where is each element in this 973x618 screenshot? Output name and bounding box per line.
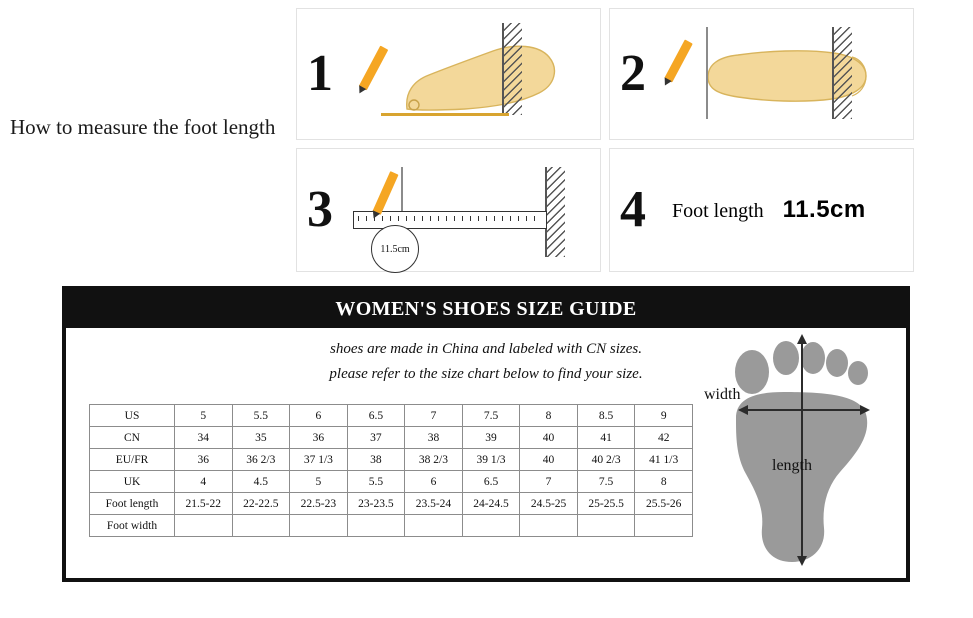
table-cell: [232, 515, 290, 537]
table-cell: 22.5-23: [290, 493, 348, 515]
table-cell: 39 1/3: [462, 449, 520, 471]
table-cell: 21.5-22: [175, 493, 233, 515]
step-panel-2: [609, 8, 914, 140]
size-guide-note-2: please refer to the size chart below to find your size.: [329, 366, 643, 382]
table-cell: 35: [232, 427, 290, 449]
step-number: 4: [620, 181, 646, 238]
foot-length-result-label: Foot length: [672, 200, 764, 222]
table-cell: 38: [347, 449, 405, 471]
table-row-header: CN: [90, 427, 175, 449]
wall-hatching: [547, 167, 565, 257]
table-cell: [520, 515, 578, 537]
pencil-icon: [359, 46, 389, 91]
wall-hatching: [504, 23, 522, 115]
table-cell: [290, 515, 348, 537]
table-row: [90, 515, 693, 537]
footprint-icon: [698, 332, 898, 572]
step-number: 1: [307, 45, 333, 102]
footprint-width-label: width: [704, 386, 741, 403]
table-cell: 23-23.5: [347, 493, 405, 515]
table-cell: 4: [175, 471, 233, 493]
foot-length-result: [672, 196, 866, 224]
table-cell: 41: [577, 427, 635, 449]
table-cell: [635, 515, 693, 537]
step-panel-4: [609, 148, 914, 272]
table-cell: 34: [175, 427, 233, 449]
table-cell: 5: [290, 471, 348, 493]
ruler-icon: [353, 211, 547, 229]
table-cell: 5.5: [232, 405, 290, 427]
table-cell: 5: [175, 405, 233, 427]
footprint-diagram: [698, 332, 898, 572]
table-cell: 38: [405, 427, 463, 449]
table-cell: 8.5: [577, 405, 635, 427]
foot-side-view-icon: [387, 31, 567, 121]
table-cell: 7.5: [577, 471, 635, 493]
table-cell: 37 1/3: [290, 449, 348, 471]
size-guide-header: WOMEN'S SHOES SIZE GUIDE: [66, 290, 906, 328]
table-row: [90, 471, 693, 493]
table-cell: 41 1/3: [635, 449, 693, 471]
step-panel-3: [296, 148, 601, 272]
table-cell: 7: [405, 405, 463, 427]
table-cell: 23.5-24: [405, 493, 463, 515]
table-row-header: Foot width: [90, 515, 175, 537]
measurement-bubble: 11.5cm: [371, 225, 419, 273]
table-cell: 8: [635, 471, 693, 493]
table-cell: [347, 515, 405, 537]
table-cell: 6.5: [347, 405, 405, 427]
table-cell: [462, 515, 520, 537]
table-cell: 39: [462, 427, 520, 449]
table-cell: 9: [635, 405, 693, 427]
table-cell: 7: [520, 471, 578, 493]
table-cell: 5.5: [347, 471, 405, 493]
table-cell: 8: [520, 405, 578, 427]
size-chart-table: [89, 404, 693, 537]
table-cell: 37: [347, 427, 405, 449]
table-row: [90, 493, 693, 515]
table-row-header: UK: [90, 471, 175, 493]
footprint-length-label: length: [772, 457, 812, 474]
floor-line: [381, 113, 509, 116]
table-cell: 40: [520, 449, 578, 471]
table-row-header: US: [90, 405, 175, 427]
table-cell: 38 2/3: [405, 449, 463, 471]
table-cell: 6: [290, 405, 348, 427]
step-number: 2: [620, 45, 646, 102]
table-cell: 6.5: [462, 471, 520, 493]
pencil-icon: [372, 171, 398, 215]
table-cell: 25.5-26: [635, 493, 693, 515]
table-cell: 40: [520, 427, 578, 449]
table-row-header: Foot length: [90, 493, 175, 515]
table-cell: [405, 515, 463, 537]
step-number: 3: [307, 181, 333, 238]
table-cell: 25-25.5: [577, 493, 635, 515]
table-cell: 24.5-25: [520, 493, 578, 515]
table-cell: 40 2/3: [577, 449, 635, 471]
table-row: [90, 405, 693, 427]
foot-length-result-value: 11.5cm: [782, 196, 866, 223]
table-row: [90, 449, 693, 471]
size-guide-note-1: shoes are made in China and labeled with CN sizes.: [330, 341, 642, 357]
table-cell: [175, 515, 233, 537]
wall-hatching: [834, 27, 852, 119]
table-cell: 22-22.5: [232, 493, 290, 515]
table-cell: 4.5: [232, 471, 290, 493]
table-cell: 24-24.5: [462, 493, 520, 515]
how-to-measure-title: How to measure the foot length: [10, 115, 276, 139]
heel-line: [706, 27, 708, 119]
table-row-header: EU/FR: [90, 449, 175, 471]
table-cell: 36 2/3: [232, 449, 290, 471]
size-chart-body: [90, 405, 693, 537]
pencil-icon: [664, 39, 693, 82]
table-cell: 42: [635, 427, 693, 449]
table-cell: 36: [290, 427, 348, 449]
step-panel-1: [296, 8, 601, 140]
table-cell: 7.5: [462, 405, 520, 427]
size-guide-card: [62, 286, 910, 582]
table-cell: [577, 515, 635, 537]
table-cell: 6: [405, 471, 463, 493]
table-row: [90, 427, 693, 449]
table-cell: 36: [175, 449, 233, 471]
